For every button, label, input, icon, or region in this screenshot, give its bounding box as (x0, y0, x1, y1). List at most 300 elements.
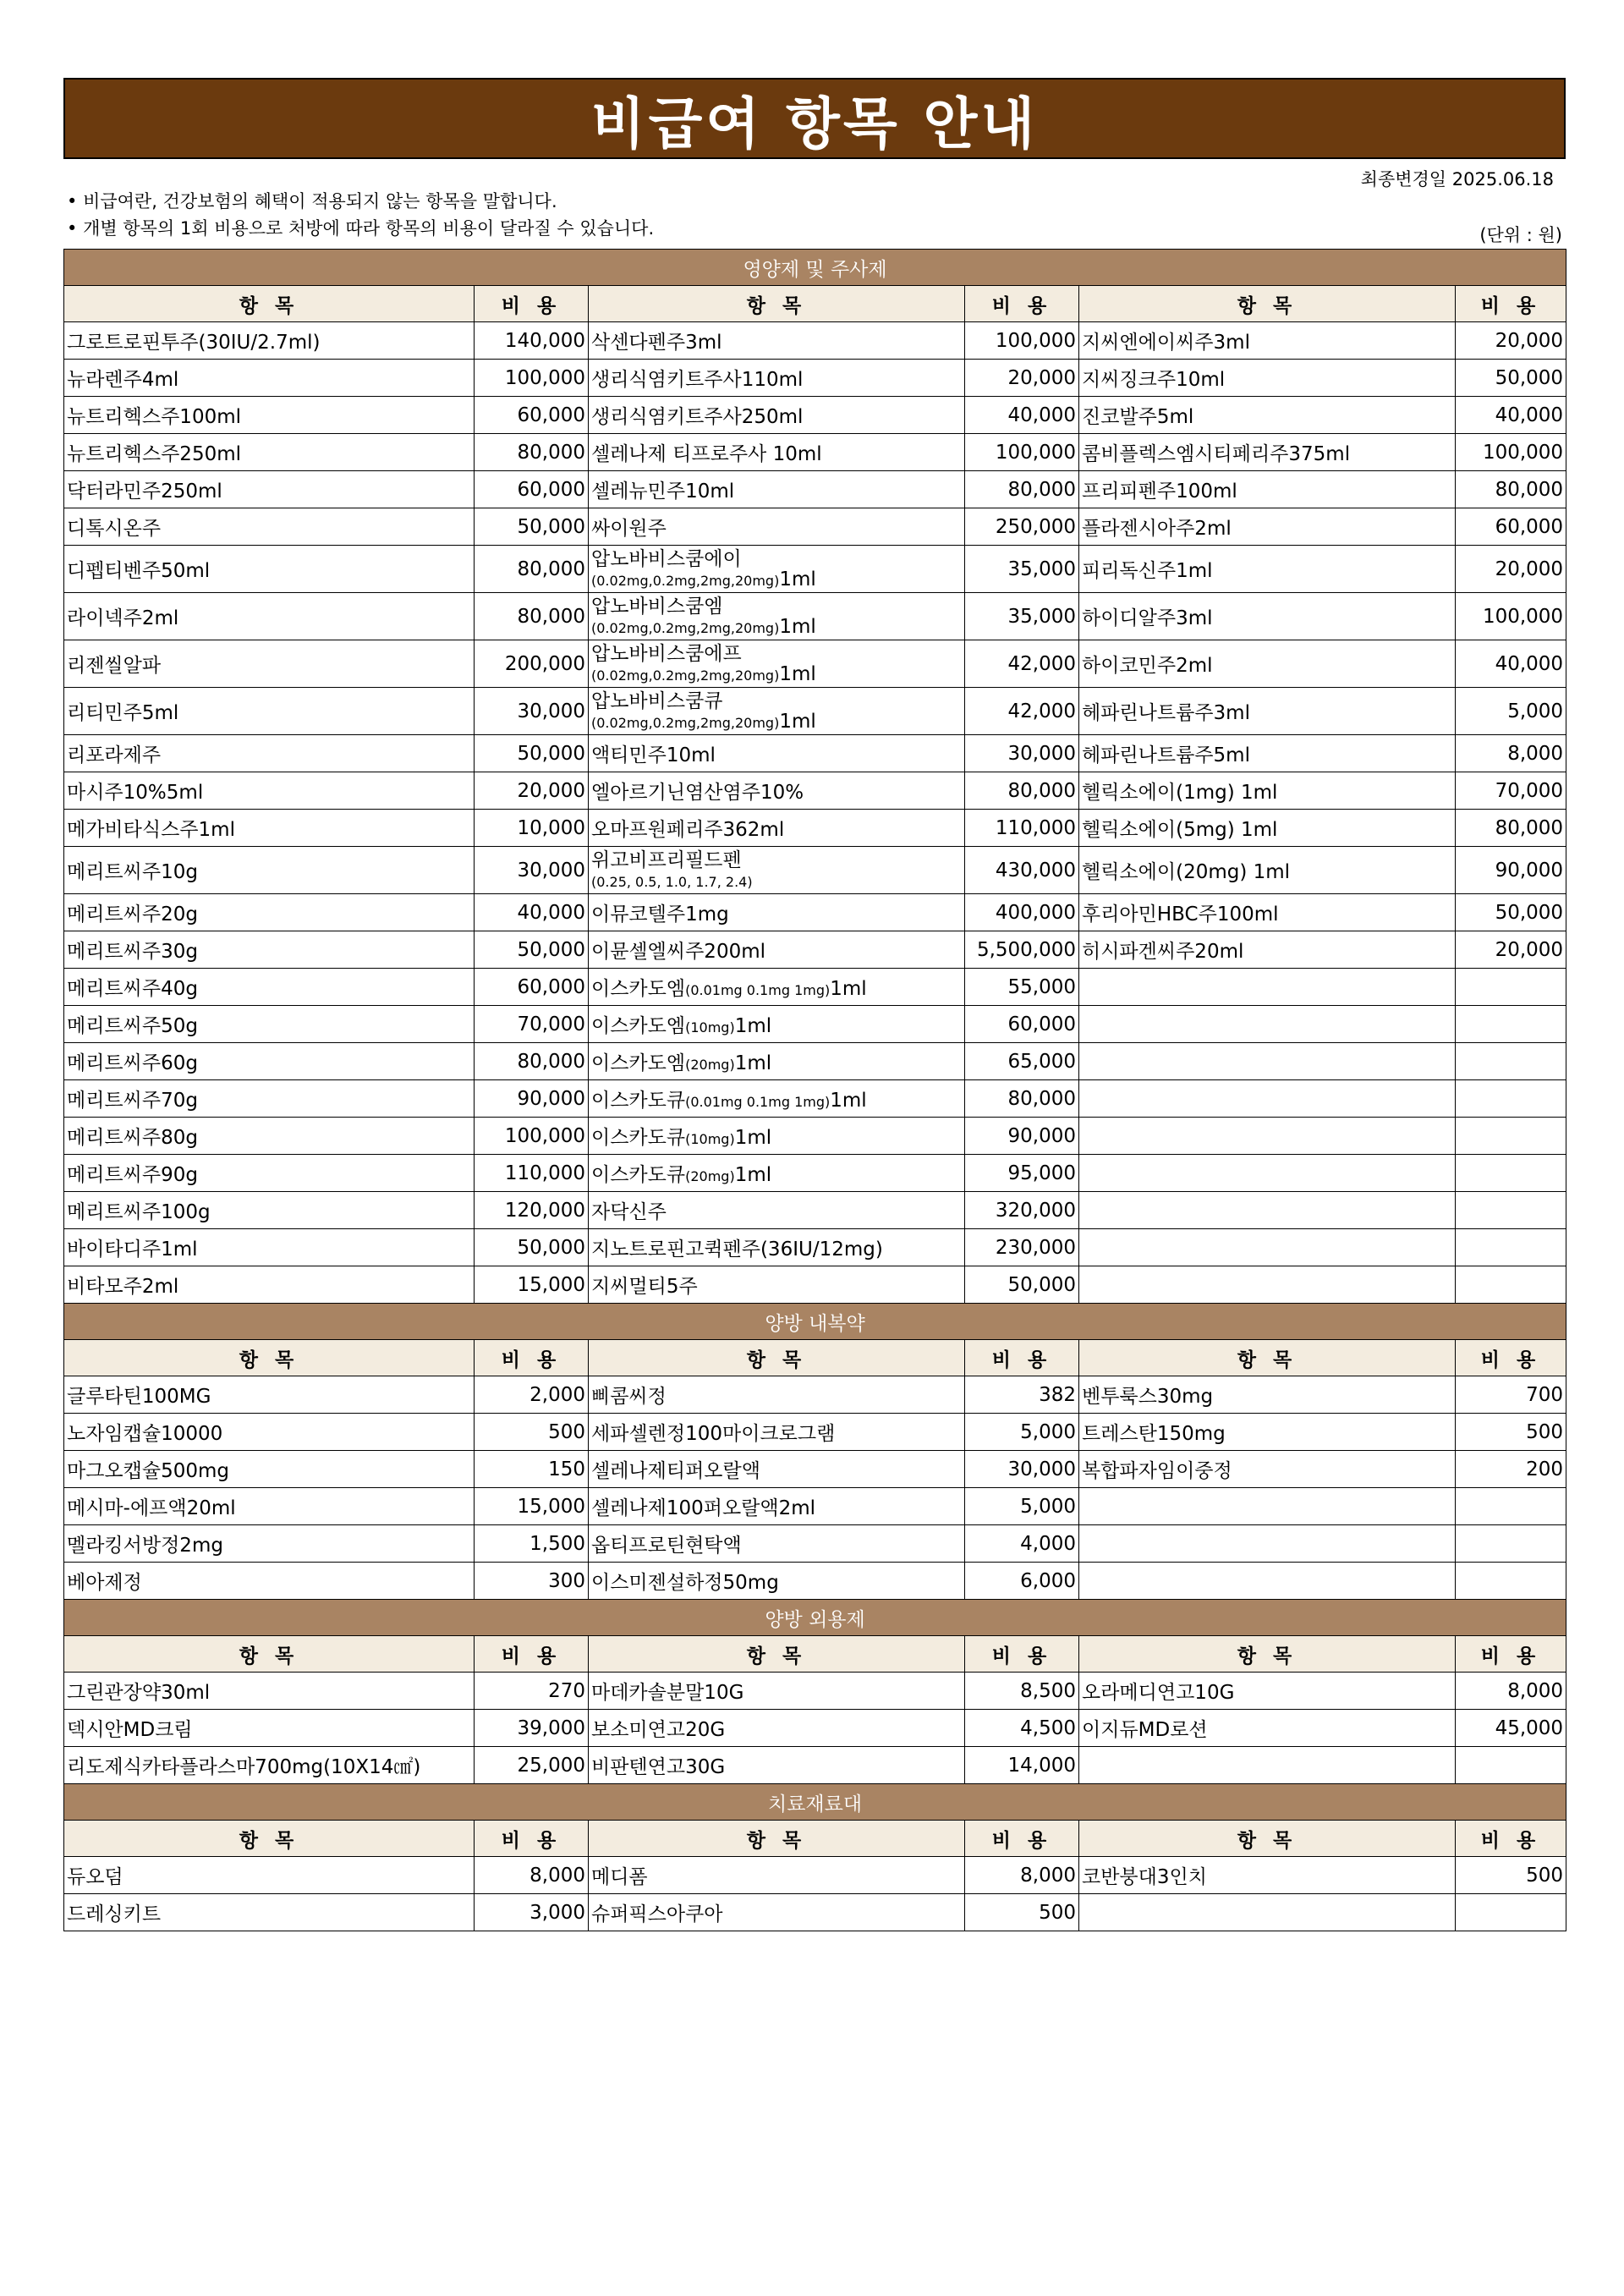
item-name-cell: 메리트씨주40g (64, 969, 475, 1006)
header-cost: 비 용 (1456, 1821, 1566, 1857)
header-cost: 비 용 (965, 1636, 1079, 1673)
item-name-cell: 세파셀렌정100마이크로그램 (589, 1414, 965, 1451)
sheet-meta (63, 159, 1566, 249)
item-cost-cell: 140,000 (475, 322, 589, 360)
table-row (64, 1229, 1566, 1266)
item-name-cell: 오라메디연고10G (1079, 1673, 1456, 1710)
item-cost-cell: 60,000 (475, 471, 589, 508)
item-cost-cell: 50,000 (965, 1266, 1079, 1304)
item-cost-cell: 60,000 (965, 1006, 1079, 1043)
header-item: 항 목 (64, 286, 475, 322)
item-cost-cell: 40,000 (1456, 640, 1566, 688)
item-name-cell: 덱시안MD크림 (64, 1710, 475, 1747)
item-cost-cell: 30,000 (475, 847, 589, 894)
item-cost-cell: 8,000 (1456, 1673, 1566, 1710)
item-cost-cell: 200 (1456, 1451, 1566, 1488)
header-item: 항 목 (64, 1636, 475, 1673)
unit-label: (단위 : 원) (1479, 225, 1562, 245)
item-name-cell (589, 1043, 965, 1080)
table-row (64, 1710, 1566, 1747)
note-1: • 비급여란, 건강보험의 혜택이 적용되지 않는 항목을 말합니다. (67, 188, 654, 215)
item-cost-cell: 4,000 (965, 1525, 1079, 1563)
item-name-cell: 메가비타식스주1ml (64, 810, 475, 847)
item-volume: 1ml (779, 710, 816, 733)
item-name-cell (1079, 1080, 1456, 1118)
table-row (64, 1266, 1566, 1304)
item-name-cell: 액티민주10ml (589, 735, 965, 772)
section-title: 영양제 및 주사제 (64, 250, 1566, 286)
item-name (591, 643, 962, 685)
item-name-cell: 마데카솔분말10G (589, 1673, 965, 1710)
item-name (591, 596, 962, 638)
note-2: • 개별 항목의 1회 비용으로 처방에 따라 항목의 비용이 달라질 수 있습니다. (67, 215, 654, 242)
section-title: 치료재료대 (64, 1784, 1566, 1821)
item-name-cell: 메리트씨주90g (64, 1155, 475, 1192)
item-name-cell: 뉴라렌주4ml (64, 360, 475, 397)
item-name-cell: 오마프원페리주362ml (589, 810, 965, 847)
header-cost: 비 용 (475, 1821, 589, 1857)
item-cost-cell (1456, 1192, 1566, 1229)
item-name-cell: 메리트씨주30g (64, 931, 475, 969)
table-row (64, 969, 1566, 1006)
item-name-main: 이스카도큐 (591, 1164, 686, 1186)
item-name-cell: 지씨엔에이씨주3ml (1079, 322, 1456, 360)
item-cost-cell: 500 (475, 1414, 589, 1451)
item-cost-cell: 80,000 (965, 772, 1079, 810)
item-cost-cell: 60,000 (475, 397, 589, 434)
item-name-cell: 뉴트리헥스주250ml (64, 434, 475, 471)
item-name-main: 압노바비스쿰큐 (591, 689, 723, 712)
item-name-cell: 콤비플렉스엠시티페리주375ml (1079, 434, 1456, 471)
item-name-cell (589, 847, 965, 894)
item-name-cell: 지씨징크주10ml (1079, 360, 1456, 397)
item-name-detail (591, 662, 962, 685)
item-cost-cell: 50,000 (1456, 894, 1566, 931)
item-name-cell: 메리트씨주10g (64, 847, 475, 894)
item-cost-cell: 8,500 (965, 1673, 1079, 1710)
item-volume: 1ml (734, 1015, 772, 1037)
item-name-cell: 보소미연고20G (589, 1710, 965, 1747)
item-cost-cell: 45,000 (1456, 1710, 1566, 1747)
item-cost-cell: 80,000 (475, 434, 589, 471)
item-name-cell (589, 1118, 965, 1155)
item-name-cell: 복합파자임이중정 (1079, 1451, 1456, 1488)
item-name-cell (589, 1080, 965, 1118)
item-cost-cell: 5,000 (965, 1488, 1079, 1525)
item-cost-cell: 100,000 (1456, 593, 1566, 640)
item-dosage: (20mg) (685, 1057, 735, 1073)
item-name-cell (1079, 1118, 1456, 1155)
item-name-cell: 마시주10%5ml (64, 772, 475, 810)
header-cost: 비 용 (1456, 286, 1566, 322)
item-cost-cell: 230,000 (965, 1229, 1079, 1266)
item-cost-cell: 430,000 (965, 847, 1079, 894)
item-name-main: 이스카도엠 (591, 1052, 686, 1074)
header-item: 항 목 (64, 1340, 475, 1376)
item-cost-cell: 100,000 (1456, 434, 1566, 471)
item-name-cell: 메시마-에프액20ml (64, 1488, 475, 1525)
item-cost-cell (1456, 1043, 1566, 1080)
item-cost-cell: 80,000 (965, 1080, 1079, 1118)
item-name-cell (1079, 1894, 1456, 1931)
item-name-cell: 메리트씨주100g (64, 1192, 475, 1229)
item-name-cell (1079, 1155, 1456, 1192)
column-header-row (64, 1821, 1566, 1857)
table-row (64, 1894, 1566, 1931)
item-cost-cell (1456, 1894, 1566, 1931)
item-cost-cell: 100,000 (475, 360, 589, 397)
item-name-cell: 마그오캡슐500mg (64, 1451, 475, 1488)
item-cost-cell: 60,000 (475, 969, 589, 1006)
item-name-detail (591, 871, 962, 892)
item-name-cell: 메리트씨주20g (64, 894, 475, 931)
item-cost-cell: 80,000 (475, 1043, 589, 1080)
item-name-cell: 프리피펜주100ml (1079, 471, 1456, 508)
item-volume: 1ml (734, 1164, 772, 1186)
item-cost-cell: 25,000 (475, 1747, 589, 1784)
table-row (64, 1043, 1566, 1080)
item-name-main: 이스카도엠 (591, 1015, 686, 1037)
item-name-cell: 생리식염키트주사250ml (589, 397, 965, 434)
item-dosage: (0.01mg 0.1mg 1mg) (685, 1094, 831, 1110)
table-row (64, 735, 1566, 772)
item-name-cell: 리티민주5ml (64, 688, 475, 735)
item-name-cell: 플라젠시아주2ml (1079, 508, 1456, 546)
item-name-cell: 뉴트리헥스주100ml (64, 397, 475, 434)
item-volume: 1ml (779, 615, 816, 638)
item-cost-cell: 40,000 (965, 397, 1079, 434)
item-cost-cell: 15,000 (475, 1488, 589, 1525)
header-cost: 비 용 (475, 1340, 589, 1376)
item-name-cell: 듀오덤 (64, 1857, 475, 1894)
table-row (64, 360, 1566, 397)
table-row (64, 1118, 1566, 1155)
item-cost-cell: 80,000 (1456, 471, 1566, 508)
item-name-cell: 비판텐연고30G (589, 1747, 965, 1784)
item-name-cell: 이뮨셀엘씨주200ml (589, 931, 965, 969)
item-volume: 1ml (830, 1090, 867, 1112)
item-cost-cell: 80,000 (965, 471, 1079, 508)
item-name-cell: 자닥신주 (589, 1192, 965, 1229)
header-cost: 비 용 (965, 286, 1079, 322)
item-name-main: 위고비프리필드펜 (591, 849, 742, 871)
price-sheet (63, 78, 1566, 1931)
table-row (64, 1155, 1566, 1192)
table-row (64, 322, 1566, 360)
item-dosage: (0.02mg,0.2mg,2mg,20mg) (591, 667, 780, 684)
item-name-cell: 라이넥주2ml (64, 593, 475, 640)
header-item: 항 목 (1079, 1636, 1456, 1673)
item-name-cell: 메리트씨주70g (64, 1080, 475, 1118)
item-cost-cell: 100,000 (965, 434, 1079, 471)
item-name-main: 이스카도엠 (591, 978, 686, 1000)
item-cost-cell: 110,000 (475, 1155, 589, 1192)
header-item: 항 목 (589, 1636, 965, 1673)
item-name (591, 849, 962, 892)
table-row (64, 1747, 1566, 1784)
item-volume: 1ml (779, 662, 816, 685)
item-name-cell: 싸이원주 (589, 508, 965, 546)
item-name-cell: 셀레나제티퍼오랄액 (589, 1451, 965, 1488)
item-name-cell: 멜라킹서방정2mg (64, 1525, 475, 1563)
item-name-cell: 하이디알주3ml (1079, 593, 1456, 640)
item-name (591, 548, 962, 590)
item-name-cell (1079, 1563, 1456, 1600)
item-cost-cell: 20,000 (965, 360, 1079, 397)
item-name-cell: 피리독신주1ml (1079, 546, 1456, 593)
item-name-cell (589, 1155, 965, 1192)
item-name-main: 압노바비스쿰엠 (591, 595, 723, 618)
item-cost-cell (1456, 1563, 1566, 1600)
item-name-cell (589, 969, 965, 1006)
item-cost-cell (1456, 1229, 1566, 1266)
table-row (64, 688, 1566, 735)
item-name-cell (1079, 1747, 1456, 1784)
item-name-cell: 헬릭소에이(5mg) 1ml (1079, 810, 1456, 847)
item-name-cell: 헤파린나트륨주3ml (1079, 688, 1456, 735)
item-dosage: (0.02mg,0.2mg,2mg,20mg) (591, 714, 780, 731)
item-name-cell: 리포라제주 (64, 735, 475, 772)
item-cost-cell: 50,000 (475, 1229, 589, 1266)
table-row (64, 847, 1566, 894)
item-cost-cell: 8,000 (475, 1857, 589, 1894)
table-row (64, 1857, 1566, 1894)
item-volume: 1ml (734, 1052, 772, 1074)
item-dosage: (10mg) (685, 1019, 735, 1035)
item-name-cell: 헬릭소에이(1mg) 1ml (1079, 772, 1456, 810)
table-row (64, 1451, 1566, 1488)
item-cost-cell: 35,000 (965, 593, 1079, 640)
item-name-cell: 후리아민HBC주100ml (1079, 894, 1456, 931)
item-cost-cell: 50,000 (475, 931, 589, 969)
item-cost-cell: 10,000 (475, 810, 589, 847)
table-row (64, 810, 1566, 847)
item-cost-cell (1456, 1155, 1566, 1192)
item-cost-cell: 42,000 (965, 688, 1079, 735)
item-name-cell: 이지듀MD로션 (1079, 1710, 1456, 1747)
section-title: 양방 내복약 (64, 1304, 1566, 1340)
item-name-cell: 리젠씰알파 (64, 640, 475, 688)
item-name-cell: 옵티프로틴현탁액 (589, 1525, 965, 1563)
item-cost-cell: 1,500 (475, 1525, 589, 1563)
item-cost-cell: 8,000 (1456, 735, 1566, 772)
item-dosage: (0.01mg 0.1mg 1mg) (685, 982, 831, 998)
item-name-cell: 닥터라민주250ml (64, 471, 475, 508)
item-cost-cell: 20,000 (475, 772, 589, 810)
item-cost-cell: 500 (1456, 1414, 1566, 1451)
item-name-cell: 하이코민주2ml (1079, 640, 1456, 688)
item-cost-cell: 150 (475, 1451, 589, 1488)
item-name-cell (1079, 1006, 1456, 1043)
item-cost-cell: 300 (475, 1563, 589, 1600)
table-row (64, 1488, 1566, 1525)
item-name-cell (1079, 1192, 1456, 1229)
item-name-cell: 트레스탄150mg (1079, 1414, 1456, 1451)
item-volume: 1ml (734, 1127, 772, 1149)
item-cost-cell: 14,000 (965, 1747, 1079, 1784)
table-row (64, 772, 1566, 810)
header-item: 항 목 (1079, 286, 1456, 322)
item-name-cell: 그린관장약30ml (64, 1673, 475, 1710)
item-cost-cell: 35,000 (965, 546, 1079, 593)
table-row (64, 1376, 1566, 1414)
item-name-cell: 헤파린나트륨주5ml (1079, 735, 1456, 772)
item-cost-cell: 30,000 (965, 1451, 1079, 1488)
item-cost-cell: 120,000 (475, 1192, 589, 1229)
table-row (64, 931, 1566, 969)
header-cost: 비 용 (475, 1636, 589, 1673)
item-cost-cell: 5,000 (1456, 688, 1566, 735)
item-name-cell: 메리트씨주60g (64, 1043, 475, 1080)
item-volume: 1ml (830, 978, 867, 1000)
item-cost-cell: 400,000 (965, 894, 1079, 931)
item-cost-cell: 320,000 (965, 1192, 1079, 1229)
item-cost-cell: 100,000 (965, 322, 1079, 360)
item-name-cell: 삭센다펜주3ml (589, 322, 965, 360)
item-name-cell (589, 640, 965, 688)
item-cost-cell: 5,000 (965, 1414, 1079, 1451)
item-cost-cell (1456, 1080, 1566, 1118)
item-name-cell: 지노트로핀고퀵펜주(36IU/12mg) (589, 1229, 965, 1266)
item-cost-cell (1456, 969, 1566, 1006)
item-volume: 1ml (779, 568, 816, 590)
item-cost-cell: 39,000 (475, 1710, 589, 1747)
item-name-cell: 그로트로핀투주(30IU/2.7ml) (64, 322, 475, 360)
table-row (64, 640, 1566, 688)
item-cost-cell: 250,000 (965, 508, 1079, 546)
table-row (64, 1673, 1566, 1710)
item-name-cell: 삐콤씨정 (589, 1376, 965, 1414)
item-cost-cell (1456, 1266, 1566, 1304)
item-name-cell (1079, 1043, 1456, 1080)
item-cost-cell: 2,000 (475, 1376, 589, 1414)
section-header (64, 250, 1566, 286)
header-cost: 비 용 (965, 1340, 1079, 1376)
item-name-main: 압노바비스쿰에이 (591, 547, 742, 570)
item-name-cell: 벤투룩스30mg (1079, 1376, 1456, 1414)
item-cost-cell (1456, 1006, 1566, 1043)
item-name-cell: 이스미젠설하정50mg (589, 1563, 965, 1600)
item-name (591, 690, 962, 733)
column-header-row (64, 1340, 1566, 1376)
item-dosage: (10mg) (685, 1131, 735, 1147)
section-header (64, 1600, 1566, 1636)
item-cost-cell: 15,000 (475, 1266, 589, 1304)
item-name-cell: 헬릭소에이(20mg) 1ml (1079, 847, 1456, 894)
item-cost-cell: 270 (475, 1673, 589, 1710)
item-cost-cell: 70,000 (475, 1006, 589, 1043)
item-name-cell: 히시파겐씨주20ml (1079, 931, 1456, 969)
header-cost: 비 용 (475, 286, 589, 322)
item-cost-cell: 3,000 (475, 1894, 589, 1931)
item-name-cell: 생리식염키트주사110ml (589, 360, 965, 397)
item-name-cell: 베아제정 (64, 1563, 475, 1600)
table-row (64, 508, 1566, 546)
item-name-cell: 엘아르기닌염산염주10% (589, 772, 965, 810)
item-name-main: 이스카도큐 (591, 1090, 686, 1112)
item-cost-cell: 200,000 (475, 640, 589, 688)
item-name-cell: 드레싱키트 (64, 1894, 475, 1931)
item-cost-cell: 90,000 (965, 1118, 1079, 1155)
item-name-cell: 글루타틴100MG (64, 1376, 475, 1414)
item-name-main: 압노바비스쿰에프 (591, 642, 742, 665)
item-cost-cell: 30,000 (475, 688, 589, 735)
last-updated: 최종변경일 2025.06.18 (1360, 169, 1554, 190)
table-row (64, 434, 1566, 471)
table-row (64, 1006, 1566, 1043)
item-cost-cell: 382 (965, 1376, 1079, 1414)
item-cost-cell: 90,000 (475, 1080, 589, 1118)
item-name-cell (1079, 1488, 1456, 1525)
item-cost-cell: 55,000 (965, 969, 1079, 1006)
item-name-cell: 노자임캡슐10000 (64, 1414, 475, 1451)
item-name-detail (591, 712, 962, 733)
item-name-cell: 셀레나제 티프로주사 10ml (589, 434, 965, 471)
header-item: 항 목 (64, 1821, 475, 1857)
header-item: 항 목 (589, 1821, 965, 1857)
item-cost-cell: 50,000 (475, 735, 589, 772)
item-name-cell: 코반붕대3인치 (1079, 1857, 1456, 1894)
item-name-cell: 메디폼 (589, 1857, 965, 1894)
item-name-main: 이스카도큐 (591, 1127, 686, 1149)
item-cost-cell: 30,000 (965, 735, 1079, 772)
table-row (64, 593, 1566, 640)
item-cost-cell: 700 (1456, 1376, 1566, 1414)
item-cost-cell: 65,000 (965, 1043, 1079, 1080)
item-cost-cell: 42,000 (965, 640, 1079, 688)
item-name-cell (1079, 1525, 1456, 1563)
item-name-cell (1079, 1229, 1456, 1266)
section-header (64, 1784, 1566, 1821)
item-name-cell: 비타모주2ml (64, 1266, 475, 1304)
header-item: 항 목 (1079, 1340, 1456, 1376)
table-row (64, 1080, 1566, 1118)
item-name-cell: 메리트씨주80g (64, 1118, 475, 1155)
item-name-cell: 디톡시온주 (64, 508, 475, 546)
table-row (64, 1414, 1566, 1451)
item-name-detail (591, 615, 962, 638)
item-cost-cell: 95,000 (965, 1155, 1079, 1192)
item-cost-cell: 500 (965, 1894, 1079, 1931)
column-header-row (64, 286, 1566, 322)
item-cost-cell: 70,000 (1456, 772, 1566, 810)
item-name-cell (589, 546, 965, 593)
item-cost-cell: 20,000 (1456, 931, 1566, 969)
item-cost-cell: 100,000 (475, 1118, 589, 1155)
item-cost-cell: 90,000 (1456, 847, 1566, 894)
item-dosage: (0.25, 0.5, 1.0, 1.7, 2.4) (591, 873, 753, 890)
price-table (63, 249, 1566, 1931)
item-cost-cell: 20,000 (1456, 322, 1566, 360)
item-name-cell: 셀레나제100퍼오랄액2ml (589, 1488, 965, 1525)
item-name-cell: 리도제식카타플라스마700mg(10X14㎠) (64, 1747, 475, 1784)
item-cost-cell (1456, 1525, 1566, 1563)
table-row (64, 397, 1566, 434)
item-cost-cell: 40,000 (1456, 397, 1566, 434)
notes (67, 188, 654, 242)
item-cost-cell (1456, 1488, 1566, 1525)
item-dosage: (0.02mg,0.2mg,2mg,20mg) (591, 572, 780, 589)
table-row (64, 471, 1566, 508)
item-name-cell: 진코발주5ml (1079, 397, 1456, 434)
table-row (64, 546, 1566, 593)
item-cost-cell: 80,000 (1456, 810, 1566, 847)
item-cost-cell: 60,000 (1456, 508, 1566, 546)
item-name-cell (1079, 969, 1456, 1006)
item-cost-cell (1456, 1118, 1566, 1155)
item-name-cell: 셀레뉴민주10ml (589, 471, 965, 508)
header-item: 항 목 (589, 286, 965, 322)
